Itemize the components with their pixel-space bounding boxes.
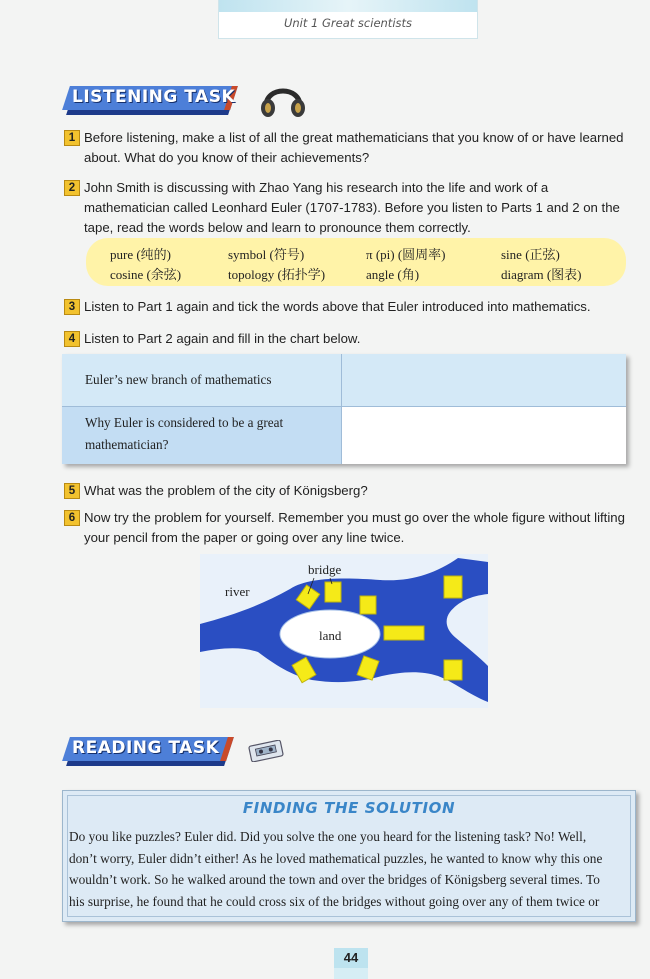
vocab-word: sine (正弦): [501, 247, 560, 262]
bridge-mark: [444, 660, 462, 680]
listening-heading-text: LISTENING TASK: [72, 87, 236, 107]
page-number: 44: [334, 948, 368, 968]
item-text: Now try the problem for yourself. Remember you must go over the whole figure without lifting your pencil from the paper or going over any line twice.: [84, 510, 625, 545]
passage-line: don’t worry, Euler didn’t either! As he loved mathematical puzzles, he wanted to know why this one: [69, 850, 603, 866]
vocab-word: symbol (符号): [228, 247, 305, 262]
vocab-word: cosine (余弦): [110, 267, 182, 282]
chart-label-line: mathematician?: [85, 437, 169, 452]
reading-heading-text: READING TASK: [72, 738, 220, 758]
item-text: What was the problem of the city of Königsberg?: [84, 483, 368, 498]
vocab-word: topology (拓扑学): [228, 267, 326, 282]
item-number-badge: 6: [64, 510, 80, 526]
unit-title: Unit 1 Great scientists: [283, 16, 413, 30]
item-number-badge: 2: [64, 180, 80, 196]
reading-passage-box: [62, 790, 636, 922]
vocab-word: π (pi) (圆周率): [366, 247, 446, 262]
konigsberg-bridges-map: [200, 554, 488, 708]
item-text: Listen to Part 1 again and tick the words above that Euler introduced into mathematics.: [84, 299, 591, 314]
reading-passage: [69, 826, 629, 912]
vocab-word: diagram (图表): [501, 267, 582, 282]
item-text: Listen to Part 2 again and fill in the chart below.: [84, 331, 361, 346]
vocab-word: angle (角): [366, 267, 420, 282]
page-number-tab: [334, 968, 368, 979]
unit-header: [218, 0, 478, 39]
listening-item-5: [64, 481, 630, 501]
passage-line: wouldn’t work. So he walked around the town and over the bridges of Königsberg several times. To: [69, 872, 600, 887]
listening-item-6: [64, 508, 630, 548]
passage-line: his surprise, he found that he could cross six of the bridges without going over any of them twice or: [69, 893, 600, 909]
listening-item-3: [64, 297, 630, 317]
bridge-label: bridge: [308, 562, 342, 577]
chart-column-divider: [341, 354, 342, 464]
river-label: river: [225, 584, 250, 599]
bridge-mark: [384, 626, 424, 640]
land-label: land: [319, 628, 342, 643]
item-number-badge: 1: [64, 130, 80, 146]
chart-row-1: [62, 354, 626, 406]
reading-task-heading: [66, 737, 224, 767]
chart-row-label: Euler’s new branch of mathematics: [85, 372, 272, 387]
chart-row-divider: [62, 406, 626, 407]
chart-label-cell: [62, 406, 341, 464]
headphones-icon: [258, 80, 308, 120]
cassette-icon: [248, 740, 284, 762]
item-number-badge: 4: [64, 331, 80, 347]
item-text: Before listening, make a list of all the great mathematicians that you know of or have learned about. What do you know of their achievements?: [84, 130, 624, 165]
chart-row-2: [62, 406, 626, 464]
bridge-mark: [360, 596, 376, 614]
item-number-badge: 3: [64, 299, 80, 315]
listening-item-1: [64, 128, 630, 168]
vocabulary-box: [86, 238, 626, 286]
bridge-mark: [444, 576, 462, 598]
listening-item-4: [64, 329, 630, 349]
bridge-mark: [325, 582, 341, 602]
item-text: John Smith is discussing with Zhao Yang his research into the life and work of a mathematician called Leonhard Euler (1707-1783). Before you listen to Parts 1 and 2 on the tape, read the words below and learn to pronounce them correctly.: [84, 180, 620, 235]
listening-item-2: [64, 178, 630, 238]
item-number-badge: 5: [64, 483, 80, 499]
chart-row-label: [85, 412, 283, 456]
vocab-word: pure (纯的): [110, 247, 172, 262]
reading-title: FINDING THE SOLUTION: [242, 799, 456, 817]
header-wave-decoration: [219, 0, 477, 12]
passage-line: Do you like puzzles? Euler did. Did you solve the one you heard for the listening task? No! Well,: [69, 829, 587, 844]
chart-label-line: Why Euler is considered to be a great: [85, 415, 284, 430]
listening-task-heading: [66, 86, 236, 116]
euler-chart: [62, 354, 626, 464]
